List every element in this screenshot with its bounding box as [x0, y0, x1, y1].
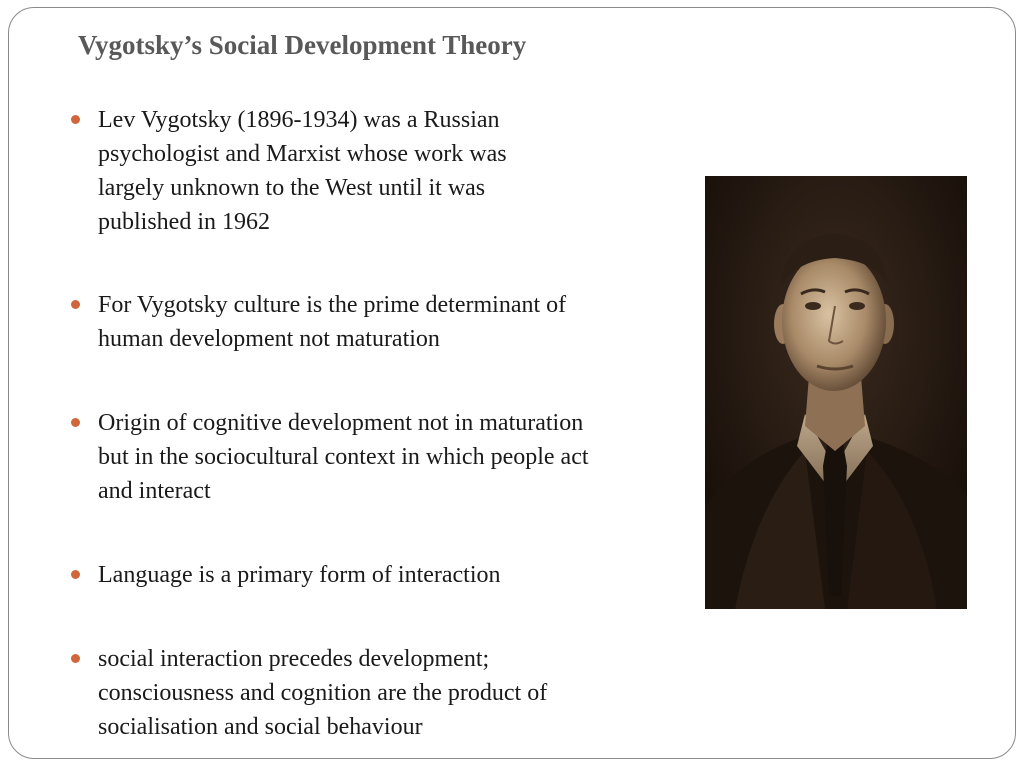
portrait-image — [705, 176, 967, 609]
slide-title: Vygotsky’s Social Development Theory — [78, 30, 527, 60]
portrait-photo — [705, 176, 967, 609]
bullet-dot-icon — [71, 570, 80, 579]
bullet-item — [69, 558, 629, 592]
bullet-item — [69, 103, 629, 239]
bullet-text: Origin of cognitive development not in maturation but in the sociocultural context in which people act and interact — [98, 410, 589, 504]
bullet-item — [69, 406, 629, 508]
bullet-dot-icon — [71, 115, 80, 124]
bullet-list — [69, 103, 629, 744]
slide-frame — [8, 7, 1016, 759]
bullet-text: social interaction precedes development; consciousness and cognition are the product of socialisation and social behaviour — [98, 646, 548, 740]
bullet-text: Lev Vygotsky (1896-1934) was a Russian psychologist and Marxist whose work was largely unknown to the West until it was published in 1962 — [98, 107, 507, 235]
bullet-item — [69, 642, 629, 744]
bullet-text: For Vygotsky culture is the prime determinant of human development not maturation — [98, 292, 567, 352]
bullet-text: Language is a primary form of interaction — [98, 562, 501, 588]
bullet-dot-icon — [71, 654, 80, 663]
bullet-item — [69, 288, 629, 356]
bullet-dot-icon — [71, 300, 80, 309]
bullet-dot-icon — [71, 418, 80, 427]
